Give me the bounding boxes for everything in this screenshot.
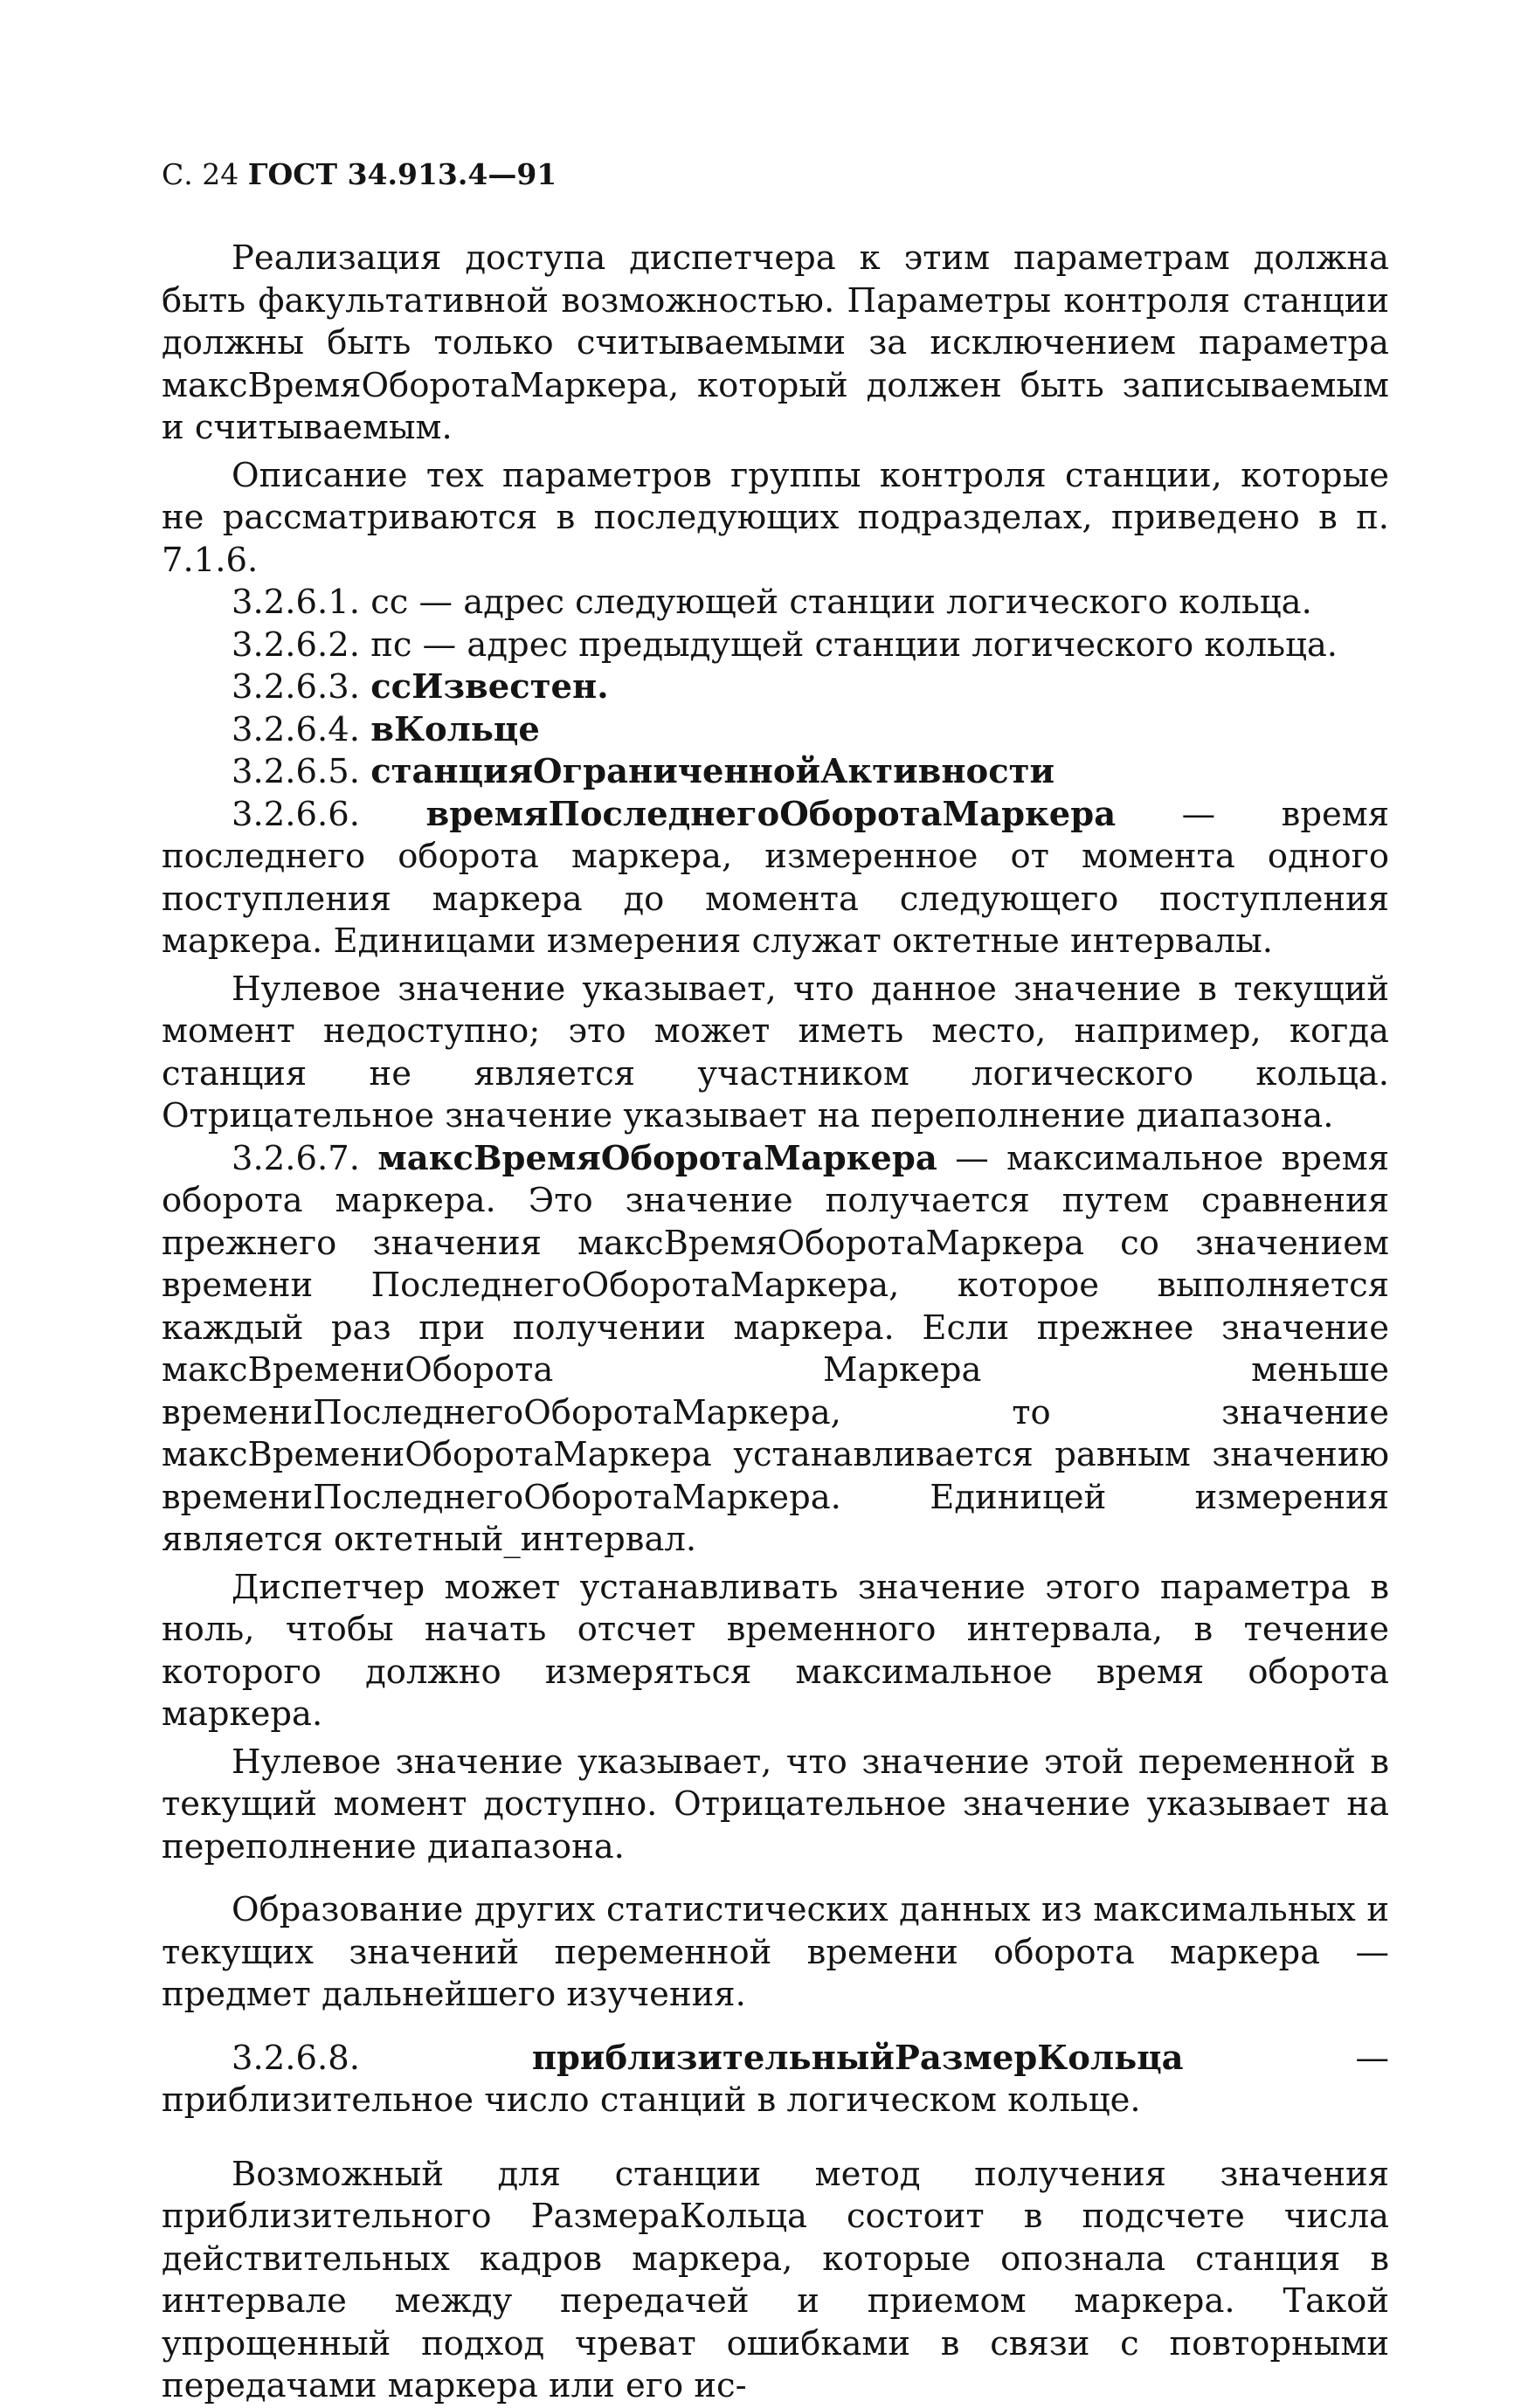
paragraph: Нулевое значение указывает, что значение этой переменной в текущий момент доступно. Отрицательное значение указывает на переполнение диапазона. <box>162 1742 1389 1866</box>
standard-title: ГОСТ 34.913.4—91 <box>247 157 557 191</box>
paragraph: Диспетчер может устанавливать значение этого параметра в ноль, чтобы начать отсчет временного интервала, в течение которого должно измеряться максимальное время оборота маркера. <box>162 1567 1389 1734</box>
clause-3-2-6-2: 3.2.6.2. пс — адрес предыдущей станции логического кольца. <box>232 624 1338 665</box>
page-number: С. 24 <box>162 157 239 191</box>
clause-3-2-6-3 <box>162 666 1389 709</box>
paragraph: Нулевое значение указывает, что данное значение в текущий момент недоступно; это может иметь место, например, когда станция не является участником логического кольца. Отрицательное значение указывает на переполнение диапазона. <box>162 969 1389 1135</box>
clause-3-2-6-6: 3.2.6.6. времяПоследнегоОборотаМаркера — время последнего оборота маркера, измеренное от момента одного поступления маркера до момента следующего поступления маркера. Единицами измерения служат октетные интервалы. <box>162 794 1389 961</box>
paragraph: Образование других статистических данных из максимальных и текущих значений переменной времени оборота маркера — предмет дальнейшего изучения. <box>162 1890 1389 2014</box>
clause-number: 3.2.6.1. <box>232 583 360 622</box>
paragraph: Описание тех параметров группы контроля станции, которые не рассматриваются в последующих подразделах, приведено в п. 7.1.6. <box>162 455 1389 580</box>
clause-term: максВремяОборотаМаркера <box>377 1138 937 1178</box>
clause-3-2-6-4 <box>162 709 1389 752</box>
clause-number: 3.2.6.4. <box>232 709 360 749</box>
paragraph: Реализация доступа диспетчера к этим параметрам должна быть факультативной возможностью. Параметры контроля станции должны быть только считываемыми за исключением параметра максВремяОборотаМаркера, который должен быть записываемым и считываемым. <box>162 238 1389 447</box>
document-page <box>162 157 1389 2408</box>
clause-term: станцияОграниченнойАктивности <box>370 752 1055 791</box>
clause-term: времяПоследнегоОборотаМаркера <box>425 794 1117 834</box>
clause-number: 3.2.6.6. <box>232 794 360 834</box>
clause-3-2-6-7: 3.2.6.7. максВремяОборотаМаркера — максимальное время оборота маркера. Это значение получается путем сравнения прежнего значения максВремяОборотаМаркера со значением времени ПоследнегоОборотаМаркера, которое выполняется каждый раз при получении маркера. Если прежнее значение максВремениОборота Маркера меньше времениПоследнегоОборотаМаркера, то значение максВремениОборотаМаркера устанавливается равным значению времениПоследнегоОборотаМаркера. Единицей измерения является октетный_интервал. <box>162 1138 1389 1559</box>
clause-number: 3.2.6.5. <box>232 752 360 791</box>
clause-3-2-6-8: 3.2.6.8. приблизительныйРазмерКольца — приблизительное число станций в логическом кольце. <box>162 2038 1389 2120</box>
clause-3-2-6-5 <box>162 751 1389 794</box>
clause-number: 3.2.6.2. <box>232 624 360 665</box>
paragraph: Возможный для станции метод получения значения приблизительного РазмераКольца состоит в подсчете числа действительных кадров маркера, которые опознала станция в интервале между передачей и приемом маркера. Такой упрощенный подход чреват ошибками в связи с повторными передачами маркера или его ис- <box>162 2154 1389 2405</box>
clause-3-2-6-1: 3.2.6.1. сс — адрес следующей станции логического кольца. <box>232 583 1312 622</box>
clause-term: ссИзвестен. <box>370 667 609 707</box>
clause-number: 3.2.6.8. <box>232 2038 360 2078</box>
clause-number: 3.2.6.7. <box>232 1138 360 1178</box>
clause-number: 3.2.6.3. <box>232 667 360 707</box>
page-header <box>162 157 1389 192</box>
clause-term: приблизительныйРазмерКольца <box>531 2038 1184 2078</box>
clause-term: вКольце <box>370 709 540 749</box>
